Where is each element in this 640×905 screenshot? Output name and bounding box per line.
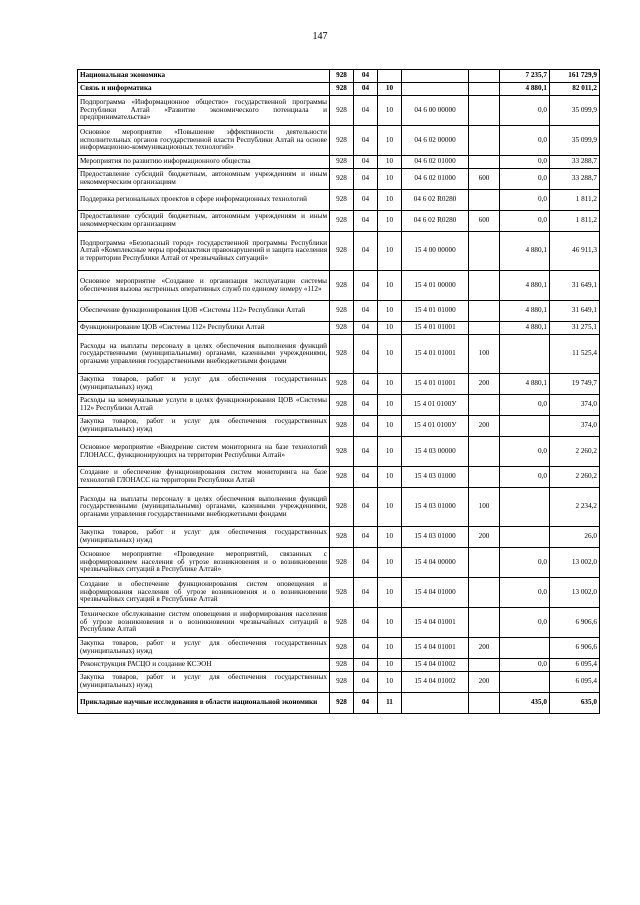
row-expense-type-code [469, 395, 500, 416]
row-amount-2: 1 811,2 [550, 190, 600, 211]
row-subsection-code: 10 [378, 169, 402, 190]
row-subsection-code: 10 [378, 335, 402, 374]
row-amount-2: 31 649,1 [550, 271, 600, 301]
row-amount-2: 33 288,7 [550, 156, 600, 169]
row-description: Создание и обеспечение функционирования систем оповещения и информирования населения об угрозе возникновения и о возникновении чрезвычайных ситуаций в Республике Алтай [78, 578, 330, 608]
row-amount-2: 82 011,2 [550, 83, 600, 96]
table-row [78, 578, 600, 608]
row-expense-type-code: 200 [469, 416, 500, 437]
row-department-code: 928 [330, 548, 354, 578]
row-expense-type-code [469, 156, 500, 169]
row-target-article-code [402, 70, 469, 83]
row-target-article-code: 15 4 01 0100У [402, 395, 469, 416]
row-subsection-code: 10 [378, 548, 402, 578]
row-department-code: 928 [330, 527, 354, 548]
row-department-code: 928 [330, 659, 354, 672]
table-row [78, 527, 600, 548]
row-description: Обеспечение функционирования ЦОВ «Системы 112» Республики Алтай [78, 301, 330, 322]
row-target-article-code: 15 4 01 01001 [402, 335, 469, 374]
row-amount-2: 35 099,9 [550, 96, 600, 126]
row-amount-1: 0,0 [500, 467, 550, 488]
table-row [78, 374, 600, 395]
row-description: Основное мероприятие «Повышение эффективности деятельности исполнительных органов государственной власти Республики Алтай на основе информационно-коммуникационных технологий» [78, 126, 330, 156]
row-expense-type-code [469, 437, 500, 467]
row-department-code: 928 [330, 232, 354, 271]
row-department-code: 928 [330, 70, 354, 83]
row-subsection-code: 10 [378, 232, 402, 271]
row-section-code: 04 [354, 70, 378, 83]
row-section-code: 04 [354, 693, 378, 714]
row-subsection-code: 10 [378, 527, 402, 548]
row-description: Предоставление субсидий бюджетным, автономным учреждениям и иным некоммерческим организациям [78, 169, 330, 190]
row-section-code: 04 [354, 488, 378, 527]
row-amount-2: 35 099,9 [550, 126, 600, 156]
row-amount-2: 33 288,7 [550, 169, 600, 190]
row-department-code: 928 [330, 693, 354, 714]
row-subsection-code: 10 [378, 608, 402, 638]
row-description: Закупка товаров, работ и услуг для обеспечения государственных (муниципальных) нужд [78, 672, 330, 693]
row-subsection-code: 10 [378, 488, 402, 527]
row-description: Техническое обслуживание систем оповещения и информирования населения об угрозе возникновения и о возникновении чрезвычайных ситуаций в Республике Алтай [78, 608, 330, 638]
row-department-code: 928 [330, 437, 354, 467]
row-amount-1: 0,0 [500, 190, 550, 211]
row-target-article-code: 04 6 00 00000 [402, 96, 469, 126]
row-section-code: 04 [354, 374, 378, 395]
row-amount-2: 11 525,4 [550, 335, 600, 374]
row-amount-2: 161 729,9 [550, 70, 600, 83]
row-description: Связь и информатика [78, 83, 330, 96]
row-target-article-code: 15 4 04 01001 [402, 608, 469, 638]
row-target-article-code: 15 4 03 00000 [402, 437, 469, 467]
row-amount-1: 4 880,1 [500, 271, 550, 301]
row-expense-type-code [469, 693, 500, 714]
row-department-code: 928 [330, 672, 354, 693]
row-subsection-code: 10 [378, 638, 402, 659]
row-amount-1: 0,0 [500, 659, 550, 672]
page-number: 147 [312, 31, 328, 42]
table-row [78, 271, 600, 301]
row-description: Основное мероприятие «Проведение мероприятий, связанных с информированием населения об угрозе возникновения и о возникновении чрезвычайных ситуаций в Республике Алтай» [78, 548, 330, 578]
table-row [78, 301, 600, 322]
row-amount-2: 6 095,4 [550, 659, 600, 672]
row-expense-type-code [469, 70, 500, 83]
row-amount-2: 19 749,7 [550, 374, 600, 395]
row-section-code: 04 [354, 126, 378, 156]
row-target-article-code: 04 6 02 00000 [402, 126, 469, 156]
row-description: Поддержка региональных проектов в сфере информационных технологий [78, 190, 330, 211]
row-expense-type-code: 200 [469, 672, 500, 693]
row-amount-2: 26,0 [550, 527, 600, 548]
row-amount-2: 374,0 [550, 395, 600, 416]
table-row [78, 322, 600, 335]
row-subsection-code: 10 [378, 467, 402, 488]
row-description: Создание и обеспечение функционирования систем мониторинга на базе технологий ГЛОНАСС на территории Республики Алтай [78, 467, 330, 488]
row-subsection-code: 10 [378, 156, 402, 169]
row-description: Расходы на выплаты персоналу в целях обеспечения выполнения функций государственными (муниципальными) органами, казенными учреждениями, органами управления государственными внебюджетными фондами [78, 335, 330, 374]
row-target-article-code [402, 693, 469, 714]
row-section-code: 04 [354, 335, 378, 374]
row-description: Функционирование ЦОВ «Системы 112» Республики Алтай [78, 322, 330, 335]
row-amount-1: 4 880,1 [500, 83, 550, 96]
row-expense-type-code [469, 608, 500, 638]
row-description: Национальная экономика [78, 70, 330, 83]
row-amount-1: 0,0 [500, 169, 550, 190]
row-department-code: 928 [330, 488, 354, 527]
row-department-code: 928 [330, 416, 354, 437]
row-description: Закупка товаров, работ и услуг для обеспечения государственных (муниципальных) нужд [78, 416, 330, 437]
row-section-code: 04 [354, 190, 378, 211]
row-section-code: 04 [354, 211, 378, 232]
row-target-article-code: 15 4 00 00000 [402, 232, 469, 271]
row-expense-type-code [469, 232, 500, 271]
row-expense-type-code: 100 [469, 335, 500, 374]
row-target-article-code: 15 4 01 00000 [402, 271, 469, 301]
row-amount-1: 0,0 [500, 437, 550, 467]
row-expense-type-code [469, 190, 500, 211]
row-target-article-code: 15 4 04 01002 [402, 672, 469, 693]
table-row [78, 467, 600, 488]
row-target-article-code: 15 4 04 01002 [402, 659, 469, 672]
row-department-code: 928 [330, 96, 354, 126]
row-amount-2: 374,0 [550, 416, 600, 437]
budget-table-body [78, 70, 600, 714]
table-row [78, 672, 600, 693]
row-section-code: 04 [354, 395, 378, 416]
row-section-code: 04 [354, 96, 378, 126]
row-section-code: 04 [354, 659, 378, 672]
row-subsection-code: 10 [378, 437, 402, 467]
row-department-code: 928 [330, 169, 354, 190]
row-amount-1 [500, 672, 550, 693]
row-amount-1: 0,0 [500, 211, 550, 232]
table-row [78, 190, 600, 211]
row-subsection-code: 10 [378, 96, 402, 126]
row-amount-1 [500, 335, 550, 374]
row-department-code: 928 [330, 374, 354, 395]
row-subsection-code: 10 [378, 659, 402, 672]
row-expense-type-code [469, 301, 500, 322]
table-row [78, 83, 600, 96]
table-row [78, 693, 600, 714]
row-target-article-code: 15 4 03 01000 [402, 488, 469, 527]
row-target-article-code: 04 6 02 R0280 [402, 211, 469, 232]
row-target-article-code: 15 4 01 0100У [402, 416, 469, 437]
row-target-article-code: 15 4 01 01000 [402, 301, 469, 322]
row-subsection-code: 10 [378, 83, 402, 96]
row-subsection-code: 10 [378, 374, 402, 395]
row-description: Мероприятия по развитию информационного общества [78, 156, 330, 169]
row-description: Реконструкция РАСЦО и создание КСЭОН [78, 659, 330, 672]
row-amount-1: 0,0 [500, 96, 550, 126]
table-row [78, 96, 600, 126]
row-subsection-code: 10 [378, 416, 402, 437]
row-expense-type-code [469, 578, 500, 608]
row-amount-2: 2 260,2 [550, 437, 600, 467]
row-department-code: 928 [330, 126, 354, 156]
row-department-code: 928 [330, 190, 354, 211]
row-department-code: 928 [330, 467, 354, 488]
table-row [78, 70, 600, 83]
row-amount-1: 0,0 [500, 548, 550, 578]
row-section-code: 04 [354, 156, 378, 169]
row-description: Предоставление субсидий бюджетным, автономным учреждениям и иным некоммерческим организациям [78, 211, 330, 232]
row-department-code: 928 [330, 578, 354, 608]
row-amount-2: 6 906,6 [550, 638, 600, 659]
row-subsection-code: 10 [378, 211, 402, 232]
row-expense-type-code [469, 271, 500, 301]
row-section-code: 04 [354, 169, 378, 190]
row-amount-1: 0,0 [500, 578, 550, 608]
row-subsection-code [378, 70, 402, 83]
row-department-code: 928 [330, 301, 354, 322]
row-expense-type-code: 100 [469, 488, 500, 527]
table-row [78, 488, 600, 527]
row-expense-type-code: 200 [469, 374, 500, 395]
row-description: Закупка товаров, работ и услуг для обеспечения государственных (муниципальных) нужд [78, 638, 330, 659]
row-description: Расходы на коммунальные услуги в целях функционирования ЦОВ «Системы 112» Республики Алтай [78, 395, 330, 416]
table-row [78, 548, 600, 578]
row-description: Прикладные научные исследования в области национальной экономики [78, 693, 330, 714]
row-target-article-code: 15 4 04 00000 [402, 548, 469, 578]
row-description: Основное мероприятие «Создание и организация эксплуатации системы обеспечения вызова экстренных оперативных служб по единому номеру «112» [78, 271, 330, 301]
row-expense-type-code [469, 467, 500, 488]
row-amount-1: 0,0 [500, 126, 550, 156]
budget-table [77, 69, 600, 714]
row-department-code: 928 [330, 271, 354, 301]
row-section-code: 04 [354, 467, 378, 488]
row-subsection-code: 10 [378, 672, 402, 693]
row-target-article-code: 15 4 03 01000 [402, 527, 469, 548]
row-target-article-code: 15 4 03 01000 [402, 467, 469, 488]
row-section-code: 04 [354, 301, 378, 322]
row-expense-type-code: 200 [469, 638, 500, 659]
row-section-code: 04 [354, 416, 378, 437]
row-subsection-code: 11 [378, 693, 402, 714]
table-row [78, 638, 600, 659]
row-section-code: 04 [354, 672, 378, 693]
row-target-article-code: 04 6 02 01000 [402, 156, 469, 169]
row-subsection-code: 10 [378, 578, 402, 608]
row-amount-1: 435,0 [500, 693, 550, 714]
row-section-code: 04 [354, 638, 378, 659]
row-department-code: 928 [330, 322, 354, 335]
row-expense-type-code: 600 [469, 169, 500, 190]
table-row [78, 437, 600, 467]
row-description: Основное мероприятие «Внедрение систем мониторинга на базе технологий ГЛОНАСС, функционирующих на территории Республики Алтай» [78, 437, 330, 467]
row-section-code: 04 [354, 271, 378, 301]
row-amount-2: 1 811,2 [550, 211, 600, 232]
row-amount-2: 31 649,1 [550, 301, 600, 322]
row-amount-1: 0,0 [500, 608, 550, 638]
row-amount-1 [500, 416, 550, 437]
row-expense-type-code [469, 126, 500, 156]
row-section-code: 04 [354, 437, 378, 467]
row-target-article-code: 15 4 01 01001 [402, 322, 469, 335]
table-row [78, 126, 600, 156]
row-section-code: 04 [354, 232, 378, 271]
row-expense-type-code [469, 83, 500, 96]
row-amount-2: 635,0 [550, 693, 600, 714]
row-amount-1 [500, 527, 550, 548]
row-target-article-code: 15 4 04 01000 [402, 578, 469, 608]
row-expense-type-code: 600 [469, 211, 500, 232]
table-row [78, 232, 600, 271]
table-row [78, 659, 600, 672]
row-amount-1: 0,0 [500, 395, 550, 416]
table-row [78, 335, 600, 374]
row-target-article-code [402, 83, 469, 96]
row-amount-1: 4 880,1 [500, 301, 550, 322]
row-target-article-code: 15 4 04 01001 [402, 638, 469, 659]
row-section-code: 04 [354, 527, 378, 548]
row-subsection-code: 10 [378, 322, 402, 335]
row-section-code: 04 [354, 608, 378, 638]
row-department-code: 928 [330, 335, 354, 374]
row-amount-2: 2 260,2 [550, 467, 600, 488]
row-department-code: 928 [330, 83, 354, 96]
table-row [78, 395, 600, 416]
row-amount-1 [500, 488, 550, 527]
row-target-article-code: 04 6 02 R0280 [402, 190, 469, 211]
row-department-code: 928 [330, 395, 354, 416]
row-subsection-code: 10 [378, 395, 402, 416]
row-section-code: 04 [354, 83, 378, 96]
row-section-code: 04 [354, 322, 378, 335]
row-subsection-code: 10 [378, 301, 402, 322]
row-expense-type-code: 200 [469, 527, 500, 548]
row-amount-1: 4 880,1 [500, 322, 550, 335]
row-amount-1: 4 880,1 [500, 232, 550, 271]
table-row [78, 608, 600, 638]
row-description: Закупка товаров, работ и услуг для обеспечения государственных (муниципальных) нужд [78, 374, 330, 395]
row-subsection-code: 10 [378, 271, 402, 301]
row-expense-type-code [469, 96, 500, 126]
row-section-code: 04 [354, 578, 378, 608]
row-expense-type-code [469, 548, 500, 578]
row-amount-2: 6 095,4 [550, 672, 600, 693]
row-department-code: 928 [330, 638, 354, 659]
row-description: Подпрограмма «Информационное общество» государственной программы Республики Алтай «Развитие экономического потенциала и предпринимательства» [78, 96, 330, 126]
row-amount-2: 2 234,2 [550, 488, 600, 527]
row-department-code: 928 [330, 156, 354, 169]
row-amount-1: 0,0 [500, 156, 550, 169]
row-amount-2: 46 911,3 [550, 232, 600, 271]
row-department-code: 928 [330, 608, 354, 638]
row-amount-2: 31 275,1 [550, 322, 600, 335]
row-target-article-code: 15 4 01 01001 [402, 374, 469, 395]
table-row [78, 211, 600, 232]
row-amount-2: 13 002,0 [550, 548, 600, 578]
row-subsection-code: 10 [378, 190, 402, 211]
row-section-code: 04 [354, 548, 378, 578]
table-row [78, 169, 600, 190]
row-description: Подпрограмма «Безопасный город» государственной программы Республики Алтай «Комплексные меры профилактики правонарушений и защита населения и территории Республики Алтай от чрезвычайных ситуаций» [78, 232, 330, 271]
table-row [78, 416, 600, 437]
row-expense-type-code [469, 322, 500, 335]
row-description: Закупка товаров, работ и услуг для обеспечения государственных (муниципальных) нужд [78, 527, 330, 548]
row-target-article-code: 04 6 02 01000 [402, 169, 469, 190]
row-subsection-code: 10 [378, 126, 402, 156]
row-amount-1: 4 880,1 [500, 374, 550, 395]
row-amount-2: 6 906,6 [550, 608, 600, 638]
row-amount-2: 13 002,0 [550, 578, 600, 608]
row-amount-1: 7 235,7 [500, 70, 550, 83]
row-description: Расходы на выплаты персоналу в целях обеспечения выполнения функций государственными (муниципальными) органами, казенными учреждениями, органами управления государственными внебюджетными фондами [78, 488, 330, 527]
row-department-code: 928 [330, 211, 354, 232]
table-row [78, 156, 600, 169]
row-expense-type-code [469, 659, 500, 672]
row-amount-1 [500, 638, 550, 659]
